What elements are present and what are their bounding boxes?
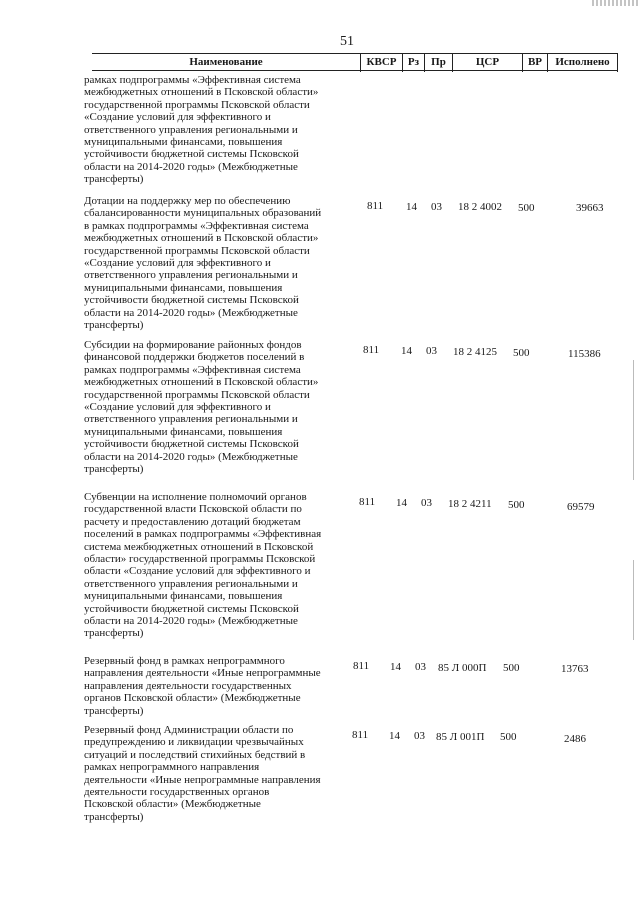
row-executed: 2486	[564, 733, 586, 745]
row-pr: 03	[415, 661, 426, 673]
header-pr: Пр	[424, 53, 452, 72]
row-pr: 03	[414, 730, 425, 742]
row-pr: 03	[431, 201, 442, 213]
row-vr: 500	[518, 202, 535, 214]
header-vr: ВР	[522, 53, 547, 72]
row-vr: 500	[500, 731, 517, 743]
row-name: Резервный фонд Администрации области по предупреждению и ликвидации чрезвычайных ситуаций и последствий стихийных бедствий в рамках непрограммного направления деятельности «Иные непрограммные направления деятельности государственных органов Псковской области» (Межбюджетные трансферты)	[84, 724, 321, 823]
row-rz: 14	[390, 661, 401, 673]
row-kvsr: 811	[359, 496, 376, 508]
scan-edge-mark	[633, 360, 634, 480]
scan-artifact	[592, 0, 640, 6]
row-vr: 500	[508, 499, 525, 511]
row-executed: 13763	[561, 663, 589, 675]
row-rz: 14	[406, 201, 417, 213]
row-vr: 500	[513, 347, 530, 359]
row-rz: 14	[396, 497, 407, 509]
row-name: Субвенции на исполнение полномочий органов государственной власти Псковской области по расчету и предоставлению дотаций бюджетам поселений в рамках подпрограммы «Эффективная система межбюджетных отношений в Псковской области» государственной программы Псковской области «Создание условий для эффективного и ответственного управления региональными и муниципальными финансами, повышения устойчивости бюджетной системы Псковской области на 2014-2020 годы» (Межбюджетные трансферты)	[84, 491, 322, 640]
row-csr: 85 Л 000П	[438, 662, 487, 674]
row-name: Дотации на поддержку мер по обеспечению сбалансированности муниципальных образований в рамках подпрограммы «Эффективная система межбюджетных отношений в Псковской области» государственной программы Псковской области «Создание условий для эффективного и ответственного управления региональными и муниципальными финансами, повышения устойчивости бюджетной системы Псковской области на 2014-2020 годы» (Межбюджетные трансферты)	[84, 195, 322, 332]
row-rz: 14	[389, 730, 400, 742]
row-rz: 14	[401, 345, 412, 357]
row-csr: 18 2 4211	[448, 498, 492, 510]
page-number: 51	[340, 34, 354, 49]
row-csr: 18 2 4002	[458, 201, 502, 213]
header-executed: Исполнено	[547, 53, 618, 72]
row-pr: 03	[426, 345, 437, 357]
header-name: Наименование	[189, 56, 263, 68]
row-executed: 115386	[568, 348, 601, 360]
row-vr: 500	[503, 662, 520, 674]
row-csr: 18 2 4125	[453, 346, 497, 358]
row-name: рамках подпрограммы «Эффективная система межбюджетных отношений в Псковской области» государственной программы Псковской области «Создание условий для эффективного и ответственного управления региональными и муниципальными финансами, повышения устойчивости бюджетной системы Псковской области на 2014-2020 годы» (Межбюджетные трансферты)	[84, 74, 319, 186]
row-csr: 85 Л 001П	[436, 731, 485, 743]
row-kvsr: 811	[363, 344, 380, 356]
row-name: Резервный фонд в рамках непрограммного направления деятельности «Иные непрограммные направления деятельности государственных органов Псковской области» (Межбюджетные трансферты)	[84, 655, 321, 717]
row-executed: 39663	[576, 202, 604, 214]
header-bottom-rule	[92, 70, 618, 71]
header-csr: ЦСР	[452, 53, 522, 72]
header-kvsr: КВСР	[360, 53, 402, 72]
row-name: Субсидии на формирование районных фондов финансовой поддержки бюджетов поселений в рамках подпрограммы «Эффективная система межбюджетных отношений в Псковской области» государственной программы Псковской области «Создание условий для эффективного и ответственного управления региональными и муниципальными финансами, повышения устойчивости бюджетной системы Псковской области на 2014-2020 годы» (Межбюджетные трансферты)	[84, 339, 319, 476]
scan-edge-mark	[633, 560, 634, 640]
row-kvsr: 811	[352, 729, 369, 741]
row-pr: 03	[421, 497, 432, 509]
row-kvsr: 811	[353, 660, 370, 672]
row-executed: 69579	[567, 501, 595, 513]
row-kvsr: 811	[367, 200, 384, 212]
header-rz: Рз	[402, 53, 424, 72]
